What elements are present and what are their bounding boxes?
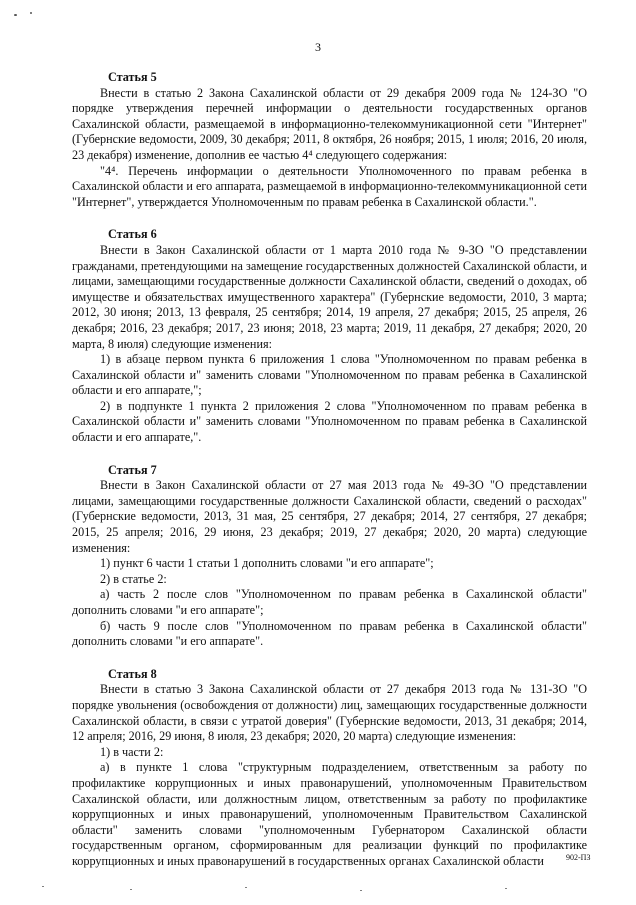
page-number: 3	[315, 40, 321, 54]
article-heading: Статья 7	[108, 462, 157, 477]
scan-speck	[130, 889, 132, 890]
article-paragraph: Внести в Закон Сахалинской области от 27 мая 2013 года № 49-ЗО "О представлении лицами, замещающими государственные должности Сахалинской области, сведений о расходах" (Губернские ведомости, 2013, 31 мая, 25 сентября, 27 декабря; 2014, 27 сентября, 27 декабря; 2015, 25 апреля; 2016, 29 июня, 23 декабря; 2019, 27 декабря; 2020, 20 марта) следующие изменения:	[72, 478, 587, 555]
document-body	[72, 70, 587, 870]
article-paragraph: 1) пункт 6 части 1 статьи 1 дополнить словами "и его аппарате";	[100, 556, 434, 571]
article-paragraph: а) в пункте 1 слова "структурным подразделением, ответственным за работу по профилактике коррупционных и иных правонарушений, уполномоченным Правительством Сахалинской области, или должностным лицом, ответственным за работу по профилактике коррупционных и иных правонарушений, уполномоченным Правительством Сахалинской области" заменить словами "уполномоченным Губернатором Сахалинской области государственным органом, сформированным для реализации функций по профилактике коррупционных и иных правонарушений в государственных органах Сахалинской области	[72, 760, 587, 868]
scan-speck	[42, 886, 44, 887]
article-paragraph: 2) в статье 2:	[100, 571, 167, 586]
article-paragraph: Внести в статью 3 Закона Сахалинской области от 27 декабря 2013 года № 131-ЗО "О порядке увольнения (освобождения от должности) лиц, замещающих государственные должности Сахалинской области, в связи с утратой доверия" (Губернские ведомости, 2013, 31 декабря; 2014, 12 апреля; 2016, 29 июня, 8 июля, 23 декабря; 2020, 20 марта) следующие изменения:	[72, 682, 587, 744]
article-paragraph: "4⁴. Перечень информации о деятельности Уполномоченного по правам ребенка в Сахалинской области и его аппарата, размещаемой в информационно-телекоммуникационной сети "Интернет", утверждается Уполномоченным по правам ребенка в Сахалинской области.".	[72, 163, 587, 209]
article-paragraph: б) часть 9 после слов "Уполномоченном по правам ребенка в Сахалинской области" дополнить словами "и его аппарате".	[72, 618, 587, 649]
article-paragraph: 1) в части 2:	[100, 744, 164, 759]
scan-speck	[505, 888, 507, 889]
scan-speck	[14, 14, 17, 16]
article-paragraph: 2) в подпункте 1 пункта 2 приложения 2 слова "Уполномоченном по правам ребенка в Сахалинской области и" заменить словами "Уполномоченном по правам ребенка в Сахалинской области и его аппарате,".	[72, 398, 587, 445]
article-paragraph: Внести в статью 2 Закона Сахалинской области от 29 декабря 2009 года № 124-ЗО "О порядке утверждения перечней информации о деятельности государственных органов Сахалинской области, размещаемой в информационно-телекоммуникационной сети "Интернет" (Губернские ведомости, 2009, 30 декабря; 2011, 8 октября, 26 ноября; 2015, 1 июля; 2016, 20 июля, 23 декабря) изменение, дополнив ее частью 4⁴ следующего содержания:	[72, 85, 587, 162]
scan-speck	[30, 12, 32, 14]
scan-speck	[360, 890, 362, 891]
article-heading: Статья 5	[108, 70, 157, 84]
article-paragraph: а) часть 2 после слов "Уполномоченном по правам ребенка в Сахалинской области" дополнить словами "и его аппарате";	[72, 587, 587, 617]
article-paragraph: Внести в Закон Сахалинской области от 1 марта 2010 года № 9-ЗО "О представлении гражданами, претендующими на замещение государственных должностей Сахалинской области, и лицами, замещающими государственные должности Сахалинской области, сведений о доходах, об имуществе и обязательствах имущественного характера" (Губернские ведомости, 2010, 3 марта; 2012, 30 июня; 2013, 13 февраля, 25 сентября; 2014, 19 апреля, 27 декабря; 2015, 25 апреля, 26 декабря; 2016, 23 декабря; 2017, 23 июня; 2018, 23 марта; 2019, 11 декабря, 27 декабря; 2020, 20 марта, 8 июля) следующие изменения:	[72, 242, 587, 351]
article-paragraph: 1) в абзаце первом пункта 6 приложения 1 слова "Уполномоченном по правам ребенка в Сахалинской области и" заменить словами "Уполномоченном по правам ребенка в Сахалинской области и его аппарате,";	[72, 352, 587, 398]
document-code: 902-ПЗ	[566, 853, 591, 862]
article-heading: Статья 8	[108, 666, 157, 681]
scan-speck	[245, 887, 247, 888]
article-heading: Статья 6	[108, 227, 157, 242]
